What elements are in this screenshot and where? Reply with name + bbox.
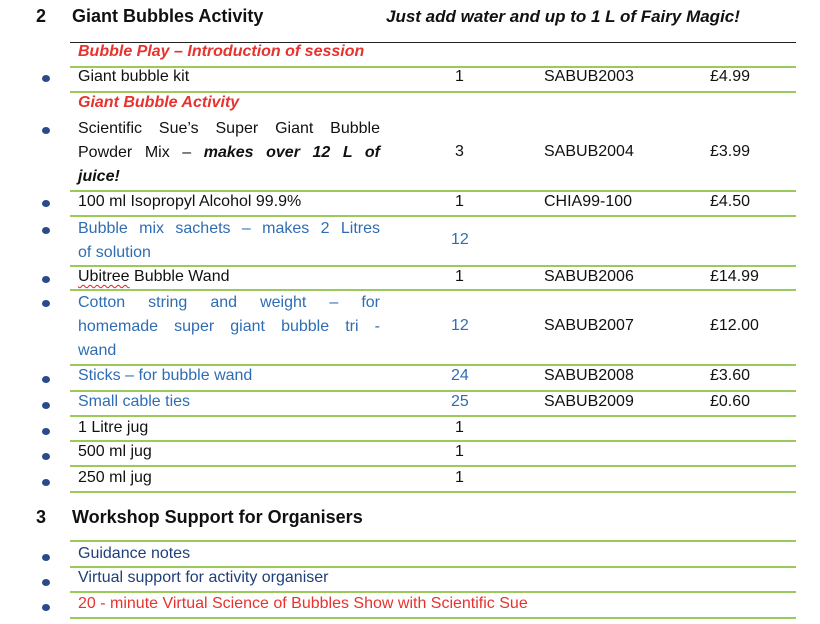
section-2-number: 2 [36, 6, 47, 26]
item-price: £4.50 [710, 193, 751, 210]
item-qty: 1 [455, 193, 464, 210]
item-name-line [78, 141, 380, 165]
item-qty: 1 [455, 68, 464, 85]
row-divider [70, 566, 796, 568]
item-qty: 1 [455, 268, 464, 285]
bullet-icon [42, 75, 50, 82]
section-2-title: Giant Bubbles Activity [72, 6, 264, 26]
bullet-icon [42, 402, 50, 409]
item-code: SABUB2004 [544, 143, 634, 160]
item-name-line: Scientific Sue’s Super Giant Bubble [78, 120, 380, 137]
item-qty: 12 [451, 231, 469, 248]
item-name-line: Cotton string and weight – for [78, 294, 380, 311]
item-name: Virtual support for activity organiser [78, 569, 329, 586]
bullet-icon [42, 604, 50, 611]
row-divider [70, 465, 796, 467]
spellcheck-word: Ubitree [78, 268, 130, 285]
row-divider [70, 540, 796, 542]
bullet-icon [42, 200, 50, 207]
bullet-icon [42, 227, 50, 234]
item-qty: 1 [455, 419, 464, 436]
item-qty: 1 [455, 443, 464, 460]
row-divider [70, 364, 796, 366]
item-name: 1 Litre jug [78, 419, 149, 436]
bullet-icon [42, 428, 50, 435]
item-name-multiline [78, 291, 380, 363]
item-code: SABUB2006 [544, 268, 634, 285]
item-name-text: Powder Mix – [78, 144, 204, 161]
item-code: SABUB2007 [544, 317, 634, 334]
item-name-line: juice! [78, 168, 120, 185]
subheading-bubble-play: Bubble Play – Introduction of session [78, 43, 365, 60]
item-code: SABUB2009 [544, 393, 634, 410]
item-name: 20 - minute Virtual Science of Bubbles Show with Scientific Sue [78, 595, 528, 612]
bullet-icon [42, 554, 50, 561]
item-name: 250 ml jug [78, 469, 152, 486]
row-divider [70, 491, 796, 493]
subheading-giant-bubble-activity: Giant Bubble Activity [78, 94, 240, 111]
row-divider [70, 617, 796, 619]
item-name: Guidance notes [78, 545, 191, 562]
row-divider [70, 190, 796, 192]
item-code: CHIA99-100 [544, 193, 633, 210]
row-divider [70, 390, 796, 392]
bullet-icon [42, 376, 50, 383]
item-name: Sticks – for bubble wand [78, 367, 253, 384]
item-name: 500 ml jug [78, 443, 152, 460]
item-name-line: wand [78, 342, 117, 359]
item-qty: 24 [451, 367, 469, 384]
item-qty: 1 [455, 469, 464, 486]
item-name: Small cable ties [78, 393, 191, 410]
row-divider [70, 265, 796, 267]
item-price: £12.00 [710, 317, 759, 334]
row-divider [70, 415, 796, 417]
item-price: £3.60 [710, 367, 751, 384]
bullet-icon [42, 579, 50, 586]
item-name-multiline [78, 117, 380, 189]
item-qty: 25 [451, 393, 469, 410]
row-divider [70, 91, 796, 93]
section-2-tagline: Just add water and up to 1 L of Fairy Magic! [386, 7, 740, 26]
bullet-icon [42, 453, 50, 460]
section-3-title: Workshop Support for Organisers [72, 507, 363, 527]
item-qty: 3 [455, 143, 464, 160]
bullet-icon [42, 276, 50, 283]
item-name: Giant bubble kit [78, 68, 190, 85]
item-name-multiline [78, 217, 380, 265]
item-code: SABUB2003 [544, 68, 634, 85]
bullet-icon [42, 300, 50, 307]
item-price: £4.99 [710, 68, 751, 85]
item-price: £3.99 [710, 143, 751, 160]
section-3-number: 3 [36, 507, 47, 527]
item-code: SABUB2008 [544, 367, 634, 384]
item-name-line: of solution [78, 244, 151, 261]
row-divider [70, 440, 796, 442]
bullet-icon [42, 127, 50, 134]
item-name-emphasis: makes over 12 L of [203, 144, 380, 161]
item-name: 100 ml Isopropyl Alcohol 99.9% [78, 193, 302, 210]
item-name-line: Bubble mix sachets – makes 2 Litres [78, 220, 380, 237]
item-name [78, 268, 230, 286]
item-qty: 12 [451, 317, 469, 334]
item-price: £0.60 [710, 393, 751, 410]
item-name-line: homemade super giant bubble tri - [78, 318, 380, 335]
item-name-rest: Bubble Wand [129, 268, 230, 285]
row-divider [70, 591, 796, 593]
item-price: £14.99 [710, 268, 759, 285]
bullet-icon [42, 479, 50, 486]
